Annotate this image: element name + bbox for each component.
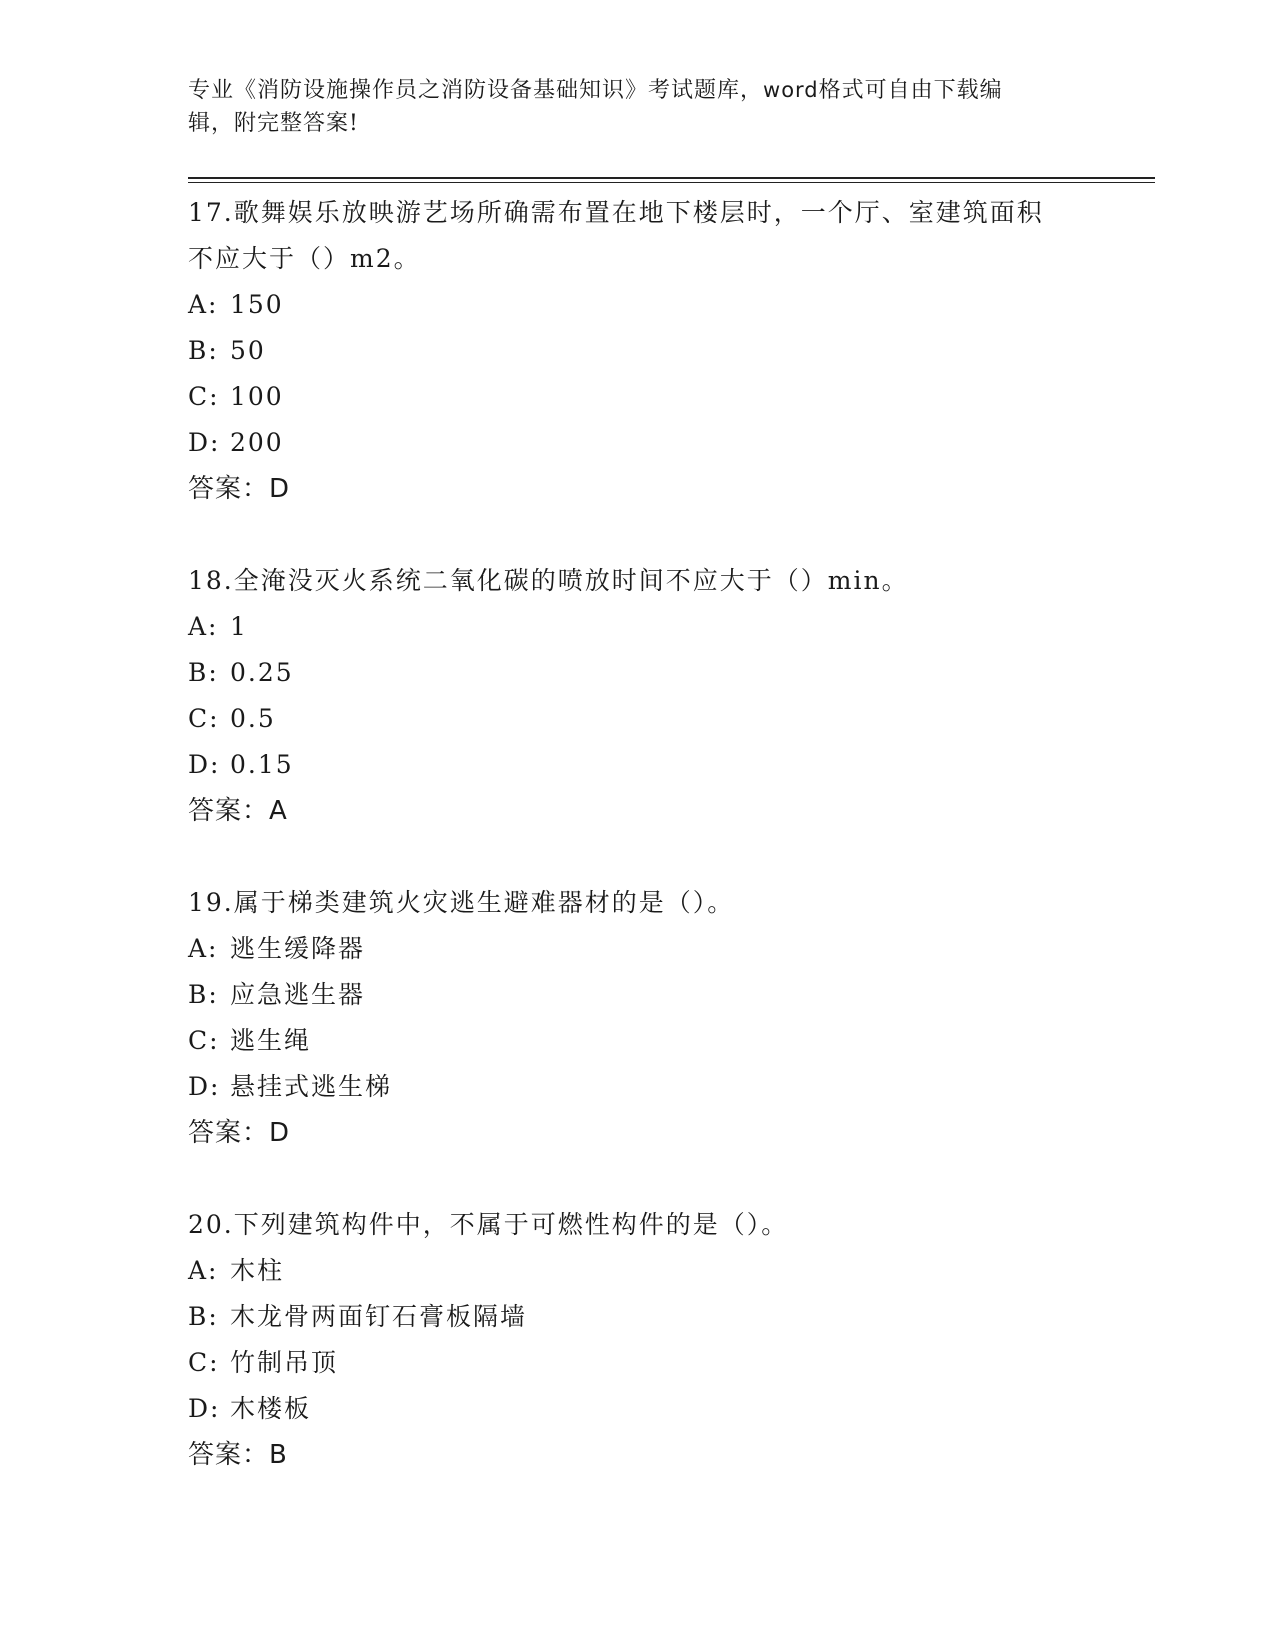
option-text: 逃生绳 (230, 1026, 312, 1055)
question-stem: 18.全淹没灭火系统二氧化碳的喷放时间不应大于（）min。 (188, 566, 909, 595)
option-letter: D: (188, 1394, 221, 1423)
option-text: 200 (230, 428, 284, 457)
answer-line: 答案：A (188, 796, 288, 826)
option-letter: C: (188, 1348, 220, 1377)
answer-line: 答案：D (188, 1118, 291, 1148)
header-line-1 (188, 74, 1088, 107)
option-text: 150 (230, 290, 284, 319)
option-text: 逃生缓降器 (230, 934, 366, 963)
option-text: 100 (230, 382, 284, 411)
option-letter: A: (188, 934, 219, 963)
option-letter: A: (188, 290, 219, 319)
option-text: 应急逃生器 (230, 980, 366, 1009)
option-letter: B: (188, 336, 219, 365)
option-b (188, 328, 1088, 374)
option-a (188, 604, 1088, 650)
answer-line: 答案：B (188, 1440, 288, 1470)
document-header (188, 74, 1088, 140)
option-b (188, 1294, 1088, 1340)
question-19 (188, 880, 1088, 1156)
option-letter: D: (188, 750, 221, 779)
header-divider-thin (188, 182, 1155, 183)
option-letter: D: (188, 428, 221, 457)
option-d (188, 420, 1088, 466)
option-c (188, 1340, 1088, 1386)
option-letter: C: (188, 382, 220, 411)
option-letter: C: (188, 1026, 220, 1055)
option-letter: D: (188, 1072, 221, 1101)
answer-line: 答案：D (188, 474, 291, 504)
question-stem: 17.歌舞娱乐放映游艺场所确需布置在地下楼层时，一个厅、室建筑面积不应大于（）m2。 (188, 198, 1044, 273)
header-line-1-suffix: 格式可自由下载编 (818, 78, 1003, 103)
option-text: 50 (230, 336, 266, 365)
option-letter: B: (188, 980, 219, 1009)
option-d (188, 1386, 1088, 1432)
option-letter: A: (188, 612, 219, 641)
option-c (188, 374, 1088, 420)
option-text: 0.5 (230, 704, 276, 733)
question-stem: 19.属于梯类建筑火灾逃生避难器材的是（）。 (188, 888, 735, 917)
header-line-1-prefix: 专业《消防设施操作员之消防设备基础知识》考试题库， (188, 78, 764, 103)
option-text: 木柱 (230, 1256, 285, 1285)
question-list (188, 190, 1088, 1524)
option-text: 0.25 (230, 658, 294, 687)
option-letter: C: (188, 704, 220, 733)
option-a (188, 1248, 1088, 1294)
option-text: 竹制吊顶 (230, 1348, 339, 1377)
option-d (188, 742, 1088, 788)
option-letter: B: (188, 1302, 219, 1331)
option-text: 0.15 (230, 750, 294, 779)
option-letter: B: (188, 658, 219, 687)
question-20 (188, 1202, 1088, 1478)
option-c (188, 696, 1088, 742)
option-c (188, 1018, 1088, 1064)
header-line-1-word: word (763, 78, 819, 102)
question-stem: 20.下列建筑构件中，不属于可燃性构件的是（）。 (188, 1210, 789, 1239)
option-b (188, 972, 1088, 1018)
option-letter: A: (188, 1256, 219, 1285)
option-a (188, 926, 1088, 972)
option-text: 悬挂式逃生梯 (230, 1072, 393, 1101)
option-b (188, 650, 1088, 696)
option-a (188, 282, 1088, 328)
header-line-2: 辑，附完整答案! (188, 111, 359, 136)
header-divider-thick (188, 177, 1155, 179)
question-17 (188, 190, 1088, 512)
option-text: 1 (230, 612, 248, 641)
option-text: 木龙骨两面钉石膏板隔墙 (230, 1302, 528, 1331)
option-d (188, 1064, 1088, 1110)
option-text: 木楼板 (230, 1394, 312, 1423)
question-18 (188, 558, 1088, 834)
